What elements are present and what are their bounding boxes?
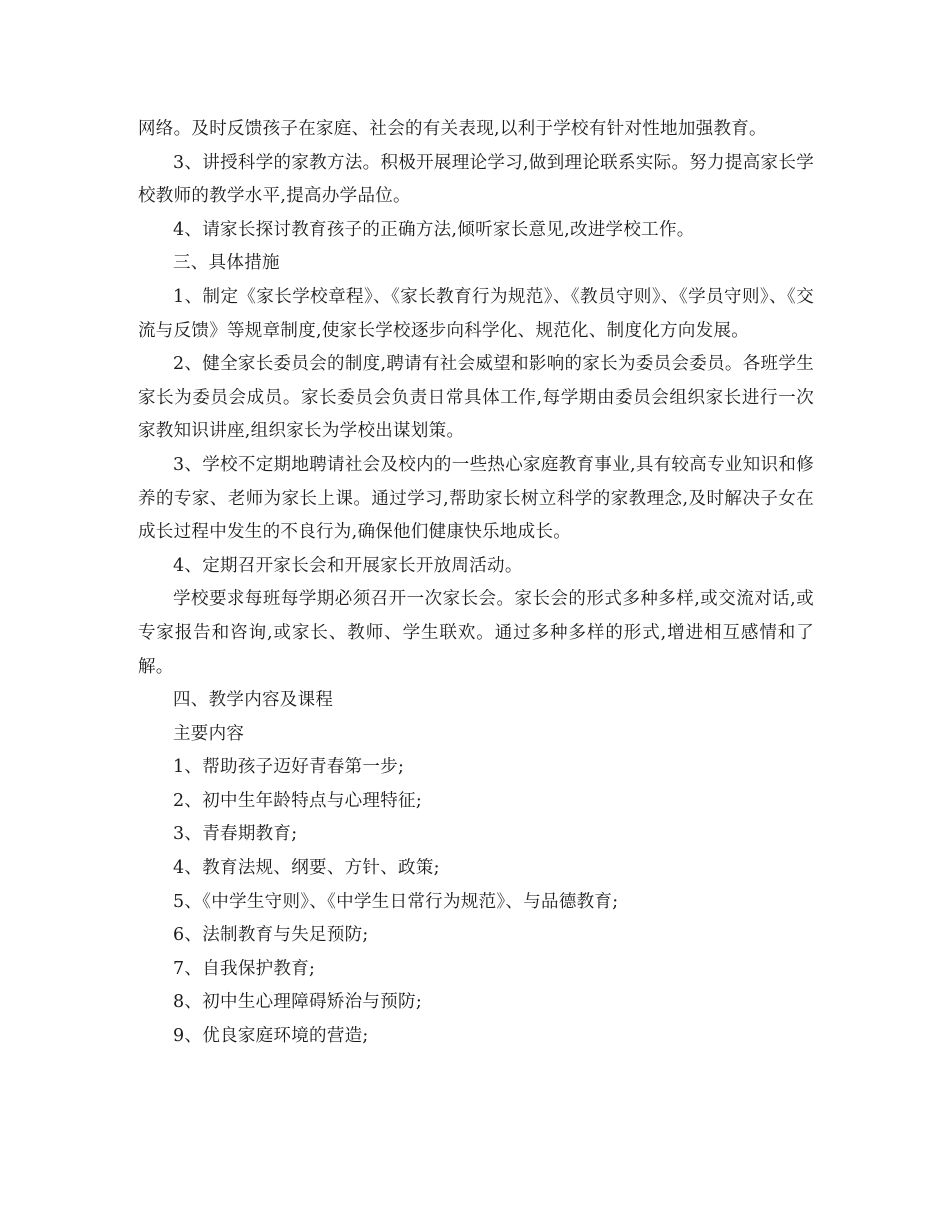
paragraph-1: 网络。及时反馈孩子在家庭、社会的有关表现,以利于学校有针对性地加强教育。 bbox=[138, 119, 767, 139]
list-item: 3、青春期教育; bbox=[173, 824, 298, 845]
paragraph-3: 4、请家长探讨教育孩子的正确方法,倾听家长意见,改进学校工作。 bbox=[173, 219, 695, 240]
paragraph-7: 3、学校不定期地聘请社会及校内的一些热心家庭教育事业,具有较高专业知识和修养的专家、老师为家长上课。通过学习,帮助家长树立科学的家教理念,及时解决子女在成长过程中发生的不良行为,确保他们健康快乐地成长。 bbox=[138, 454, 814, 543]
list-item: 5、《中学生守则》、《中学生日常行为规范》、与品德教育; bbox=[173, 891, 619, 912]
paragraph-8: 4、定期召开家长会和开展家长开放周活动。 bbox=[173, 555, 523, 576]
paragraph-2: 3、讲授科学的家教方法。积极开展理论学习,做到理论联系实际。努力提高家长学校教师的教学水平,提高办学品位。 bbox=[138, 152, 814, 207]
list-item: 4、教育法规、纲要、方针、政策; bbox=[173, 858, 440, 879]
paragraph-9: 学校要求每班每学期必须召开一次家长会。家长会的形式多种多样,或交流对话,或专家报告和咨询,或家长、教师、学生联欢。通过多种多样的形式,增进相互感情和了解。 bbox=[138, 589, 814, 677]
subheading-main-content: 主要内容 bbox=[173, 723, 245, 744]
document-body bbox=[138, 113, 814, 1054]
list-item: 9、优良家庭环境的营造; bbox=[173, 1026, 369, 1047]
section-heading-3: 三、具体措施 bbox=[173, 253, 280, 274]
list-item: 1、帮助孩子迈好青春第一步; bbox=[173, 757, 405, 778]
section-heading-4: 四、教学内容及课程 bbox=[173, 690, 334, 711]
list-item: 2、初中生年龄特点与心理特征; bbox=[173, 790, 423, 811]
list-item: 6、法制教育与失足预防; bbox=[173, 925, 369, 946]
list-item: 8、初中生心理障碍矫治与预防; bbox=[173, 992, 423, 1013]
paragraph-6: 2、健全家长委员会的制度,聘请有社会威望和影响的家长为委员会委员。各班学生家长为委员会成员。家长委员会负责日常具体工作,每学期由委员会组织家长进行一次家教知识讲座,组织家长为学校出谋划策。 bbox=[138, 354, 814, 442]
list-item: 7、自我保护教育; bbox=[173, 958, 316, 979]
paragraph-5: 1、制定《家长学校章程》、《家长教育行为规范》、《教员守则》、《学员守则》、《交流与反馈》等规章制度,使家长学校逐步向科学化、规范化、制度化方向发展。 bbox=[138, 286, 814, 341]
